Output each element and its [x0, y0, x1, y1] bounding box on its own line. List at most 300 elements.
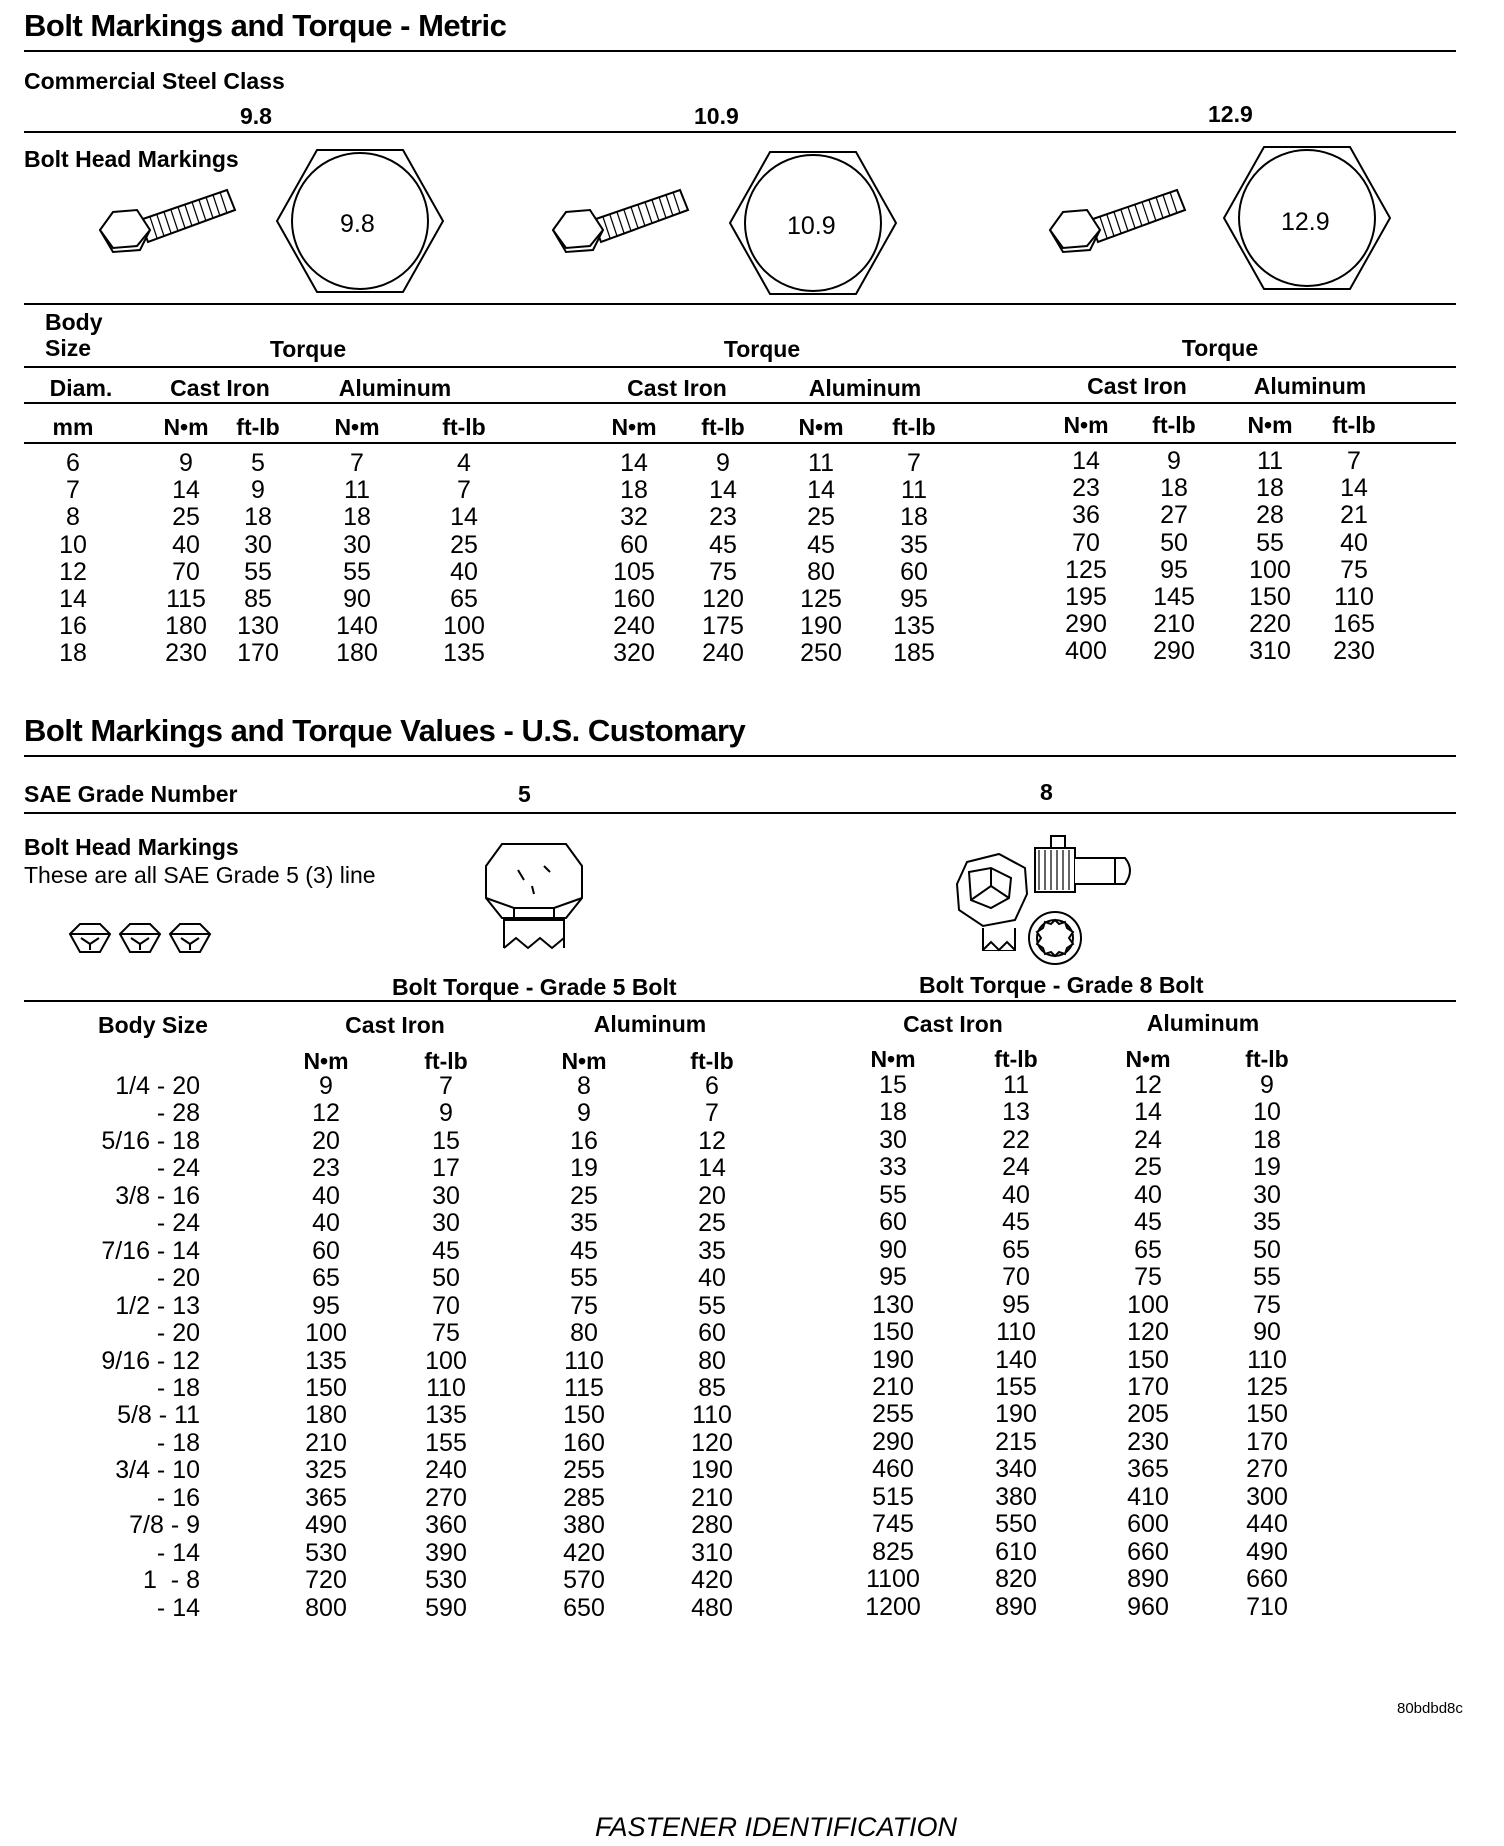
grade-5-label: 5 [518, 781, 531, 807]
us-torque-cell: 390 [425, 1538, 467, 1567]
us-torque-cell: 365 [305, 1483, 347, 1512]
us-body-size-cell: 1 - 8 [143, 1566, 200, 1595]
us-torque-cell: 15 [432, 1126, 460, 1155]
us-torque-cell: 55 [570, 1264, 598, 1293]
us-body-size-cell: 7/16 - 14 [101, 1236, 200, 1265]
us-torque-cell: 14 [1134, 1098, 1162, 1127]
us-torque-cell: 75 [432, 1319, 460, 1348]
metric-torque-cell: 14 [620, 449, 648, 477]
bolt-side-icon [95, 180, 245, 280]
us-torque-cell: 460 [872, 1455, 914, 1484]
bolt-side-icon [1045, 180, 1195, 280]
ftlb-unit-label: ft-lb [424, 1048, 468, 1074]
metric-torque-cell: 185 [893, 639, 935, 668]
metric-torque-cell: 85 [244, 585, 272, 613]
metric-torque-cell: 180 [336, 639, 378, 668]
us-torque-cell: 17 [432, 1154, 460, 1183]
us-torque-cell: 240 [425, 1456, 467, 1485]
metric-torque-cell: 25 [450, 530, 478, 559]
us-body-size-cell: 5/8 - 11 [117, 1401, 200, 1430]
us-body-size-cell: - 24 [122, 1154, 200, 1183]
metric-torque-cell: 310 [1249, 637, 1291, 666]
metric-torque-cell: 18 [1160, 474, 1188, 503]
us-torque-cell: 150 [1127, 1345, 1169, 1374]
us-torque-cell: 1100 [866, 1565, 920, 1594]
us-torque-cell: 255 [563, 1456, 605, 1485]
nm-unit-label: N•m [870, 1046, 916, 1072]
cast-iron-label: Cast Iron [1087, 373, 1187, 399]
us-torque-cell: 270 [1246, 1455, 1288, 1484]
us-torque-cell: 360 [425, 1511, 467, 1540]
metric-torque-cell: 150 [1249, 583, 1291, 611]
us-torque-cell: 480 [691, 1593, 733, 1622]
us-torque-cell: 190 [995, 1400, 1037, 1429]
nm-unit-label: N•m [561, 1048, 607, 1074]
us-torque-cell: 110 [692, 1401, 732, 1430]
metric-torque-cell: 45 [807, 530, 835, 559]
figure-code: 80bdbd8c [1397, 1700, 1463, 1717]
metric-torque-cell: 95 [1160, 555, 1188, 584]
metric-torque-cell: 45 [709, 530, 737, 559]
metric-torque-cell: 18 [1256, 474, 1284, 503]
metric-torque-cell: 115 [166, 585, 206, 613]
us-torque-cell: 255 [872, 1400, 914, 1429]
metric-torque-cell: 170 [237, 639, 279, 668]
grade-8-label: 8 [1040, 779, 1053, 805]
us-torque-cell: 65 [312, 1264, 340, 1293]
metric-torque-cell: 95 [900, 585, 928, 613]
us-torque-cell: 530 [425, 1566, 467, 1595]
us-torque-cell: 155 [995, 1372, 1037, 1401]
us-torque-cell: 6 [705, 1072, 719, 1100]
metric-torque-cell: 110 [1334, 583, 1374, 611]
nm-unit-label: N•m [1125, 1046, 1171, 1072]
us-torque-cell: 190 [872, 1345, 914, 1374]
us-body-size-label: Body Size [98, 1012, 208, 1038]
us-torque-cell: 215 [995, 1427, 1037, 1456]
us-body-size-cell: 1/4 - 20 [115, 1072, 200, 1100]
metric-torque-cell: 190 [800, 612, 842, 641]
grade-8-bolt-icon [955, 828, 1145, 968]
divider [24, 131, 1456, 133]
metric-torque-cell: 25 [172, 503, 200, 532]
us-torque-cell: 120 [1127, 1318, 1169, 1347]
metric-torque-cell: 14 [1072, 447, 1100, 475]
metric-torque-cell: 28 [1256, 501, 1284, 530]
hex-head-label-10-9: 10.9 [787, 212, 836, 240]
us-torque-cell: 600 [1127, 1510, 1169, 1539]
bolt-side-icon [548, 180, 698, 280]
us-body-size-cell: - 14 [122, 1538, 200, 1567]
metric-torque-cell: 70 [1072, 528, 1100, 557]
us-torque-cell: 13 [1002, 1098, 1030, 1127]
metric-torque-cell: 165 [1333, 610, 1375, 639]
us-torque-cell: 110 [564, 1346, 604, 1375]
us-torque-cell: 270 [425, 1483, 467, 1512]
metric-torque-cell: 195 [1065, 583, 1107, 611]
us-torque-cell: 75 [1134, 1263, 1162, 1292]
us-torque-cell: 30 [432, 1209, 460, 1238]
metric-torque-cell: 125 [1065, 555, 1107, 584]
us-torque-cell: 40 [698, 1264, 726, 1293]
metric-torque-cell: 32 [620, 503, 648, 532]
us-torque-cell: 15 [879, 1071, 907, 1099]
metric-diameter-cell: 14 [59, 585, 87, 613]
us-body-size-cell: - 18 [122, 1373, 200, 1402]
us-torque-cell: 45 [432, 1236, 460, 1265]
metric-torque-cell: 400 [1065, 637, 1107, 666]
us-body-size-cell: - 20 [122, 1319, 200, 1348]
us-body-size-cell: 7/8 - 9 [129, 1511, 200, 1540]
us-torque-cell: 18 [1253, 1125, 1281, 1154]
metric-torque-cell: 220 [1249, 610, 1291, 639]
us-torque-cell: 960 [1127, 1592, 1169, 1621]
us-torque-cell: 130 [872, 1290, 914, 1319]
us-torque-cell: 420 [563, 1538, 605, 1567]
us-torque-cell: 7 [439, 1072, 453, 1100]
ftlb-unit-label: ft-lb [1245, 1046, 1289, 1072]
us-torque-cell: 23 [312, 1154, 340, 1183]
us-torque-cell: 155 [425, 1428, 467, 1457]
us-torque-cell: 440 [1246, 1510, 1288, 1539]
metric-torque-cell: 100 [1249, 555, 1291, 584]
us-torque-cell: 40 [312, 1181, 340, 1210]
us-torque-cell: 9 [1260, 1071, 1274, 1099]
metric-bolt-head-markings-label: Bolt Head Markings [24, 146, 239, 172]
us-torque-cell: 110 [1247, 1345, 1287, 1374]
metric-torque-cell: 40 [172, 530, 200, 559]
us-torque-cell: 140 [995, 1345, 1037, 1374]
us-torque-cell: 150 [305, 1373, 347, 1402]
us-torque-cell: 12 [1134, 1071, 1162, 1099]
us-torque-cell: 820 [995, 1565, 1037, 1594]
metric-torque-label: Torque [269, 336, 347, 362]
us-torque-cell: 9 [319, 1072, 333, 1100]
us-torque-cell: 40 [312, 1209, 340, 1238]
ftlb-unit-label: ft-lb [1332, 412, 1376, 438]
us-torque-cell: 380 [995, 1482, 1037, 1511]
metric-torque-cell: 120 [702, 585, 744, 613]
us-torque-cell: 660 [1127, 1537, 1169, 1566]
metric-torque-cell: 18 [244, 503, 272, 532]
metric-torque-cell: 145 [1153, 583, 1195, 611]
metric-diameter-cell: 7 [66, 476, 80, 505]
ftlb-unit-label: ft-lb [442, 414, 486, 440]
us-body-size-cell: - 24 [122, 1209, 200, 1238]
metric-torque-cell: 4 [457, 449, 471, 477]
us-torque-cell: 55 [879, 1180, 907, 1209]
metric-torque-cell: 9 [251, 476, 265, 505]
us-torque-cell: 380 [563, 1511, 605, 1540]
us-torque-cell: 290 [872, 1427, 914, 1456]
us-torque-cell: 24 [1002, 1153, 1030, 1182]
grade-5-note: These are all SAE Grade 5 (3) line [24, 862, 376, 888]
us-torque-cell: 150 [872, 1318, 914, 1347]
us-torque-cell: 30 [879, 1125, 907, 1154]
aluminum-label: Aluminum [338, 375, 452, 401]
metric-torque-cell: 60 [900, 557, 928, 586]
metric-torque-cell: 14 [450, 503, 478, 532]
us-torque-cell: 650 [563, 1593, 605, 1622]
us-body-size-cell: - 18 [122, 1428, 200, 1457]
us-torque-cell: 150 [1246, 1400, 1288, 1429]
nm-unit-label: N•m [1063, 412, 1109, 438]
metric-torque-cell: 75 [1340, 555, 1368, 584]
us-torque-cell: 65 [1002, 1235, 1030, 1264]
us-torque-cell: 210 [305, 1428, 347, 1457]
us-torque-cell: 420 [691, 1566, 733, 1595]
us-torque-cell: 660 [1246, 1565, 1288, 1594]
cast-iron-label: Cast Iron [627, 375, 727, 401]
metric-torque-cell: 230 [165, 639, 207, 668]
metric-torque-cell: 9 [716, 449, 730, 477]
hex-head-label-9-8: 9.8 [340, 210, 375, 238]
us-body-size-cell: - 20 [122, 1264, 200, 1293]
us-torque-cell: 365 [1127, 1455, 1169, 1484]
us-torque-cell: 90 [1253, 1318, 1281, 1347]
us-torque-cell: 30 [432, 1181, 460, 1210]
us-torque-cell: 60 [698, 1319, 726, 1348]
us-torque-cell: 490 [305, 1511, 347, 1540]
us-torque-cell: 100 [305, 1319, 347, 1348]
us-torque-cell: 125 [1246, 1372, 1288, 1401]
us-torque-cell: 35 [698, 1236, 726, 1265]
metric-torque-cell: 25 [807, 503, 835, 532]
us-torque-cell: 35 [1253, 1208, 1281, 1237]
metric-diameter-cell: 8 [66, 503, 80, 532]
us-torque-cell: 115 [564, 1373, 604, 1402]
us-torque-cell: 120 [691, 1428, 733, 1457]
metric-diameter-cell: 10 [59, 530, 87, 559]
us-torque-cell: 180 [305, 1401, 347, 1430]
us-torque-cell: 550 [995, 1510, 1037, 1539]
metric-torque-cell: 23 [709, 503, 737, 532]
nm-unit-label: N•m [163, 414, 209, 440]
class-10-9: 10.9 [694, 103, 739, 129]
metric-torque-cell: 125 [800, 585, 842, 613]
page-caption: FASTENER IDENTIFICATION [595, 1812, 958, 1842]
us-torque-cell: 110 [426, 1373, 466, 1402]
us-torque-cell: 22 [1002, 1125, 1030, 1154]
us-torque-cell: 19 [570, 1154, 598, 1183]
bolt-torque-grade-5-label: Bolt Torque - Grade 5 Bolt [392, 974, 677, 1000]
us-torque-cell: 25 [698, 1209, 726, 1238]
us-torque-cell: 45 [1002, 1208, 1030, 1237]
us-torque-cell: 40 [1134, 1180, 1162, 1209]
nm-unit-label: N•m [303, 1048, 349, 1074]
us-torque-cell: 9 [577, 1099, 591, 1128]
us-body-size-cell: 9/16 - 12 [101, 1346, 200, 1375]
us-body-size-cell: 3/8 - 16 [115, 1181, 200, 1210]
aluminum-label: Aluminum [1146, 1010, 1260, 1036]
ftlb-unit-label: ft-lb [701, 414, 745, 440]
metric-torque-label: Torque [723, 336, 801, 362]
us-torque-cell: 745 [872, 1510, 914, 1539]
metric-torque-cell: 5 [251, 449, 265, 477]
us-torque-cell: 285 [563, 1483, 605, 1512]
us-torque-cell: 410 [1127, 1482, 1169, 1511]
us-bolt-head-markings-label: Bolt Head Markings [24, 834, 239, 860]
us-torque-cell: 720 [305, 1566, 347, 1595]
metric-torque-cell: 14 [1340, 474, 1368, 503]
us-torque-cell: 325 [305, 1456, 347, 1485]
divider [24, 1000, 1456, 1002]
divider [24, 303, 1456, 305]
us-torque-cell: 7 [705, 1099, 719, 1128]
aluminum-label: Aluminum [1253, 373, 1367, 399]
metric-torque-cell: 18 [620, 476, 648, 505]
us-torque-cell: 55 [1253, 1263, 1281, 1292]
metric-torque-cell: 7 [907, 449, 921, 477]
divider [24, 442, 1456, 444]
metric-torque-cell: 290 [1153, 637, 1195, 666]
us-torque-cell: 95 [879, 1263, 907, 1292]
us-torque-cell: 340 [995, 1455, 1037, 1484]
us-torque-cell: 20 [698, 1181, 726, 1210]
nm-unit-label: N•m [334, 414, 380, 440]
metric-torque-cell: 70 [172, 557, 200, 586]
divider [24, 366, 1456, 368]
us-torque-cell: 45 [1134, 1208, 1162, 1237]
us-torque-cell: 16 [570, 1126, 598, 1155]
metric-torque-cell: 9 [179, 449, 193, 477]
us-torque-cell: 310 [691, 1538, 733, 1567]
us-torque-cell: 70 [1002, 1263, 1030, 1292]
metric-torque-cell: 60 [620, 530, 648, 559]
metric-torque-cell: 36 [1072, 501, 1100, 530]
metric-torque-cell: 50 [1160, 528, 1188, 557]
divider [24, 402, 1456, 404]
us-body-size-cell: 1/2 - 13 [115, 1291, 200, 1320]
us-torque-cell: 890 [995, 1592, 1037, 1621]
us-torque-cell: 205 [1127, 1400, 1169, 1429]
us-torque-cell: 55 [698, 1291, 726, 1320]
us-torque-cell: 210 [691, 1483, 733, 1512]
class-12-9: 12.9 [1208, 101, 1253, 127]
metric-diameter-cell: 12 [59, 557, 87, 586]
grade-5-head-marks-icon [66, 920, 216, 960]
us-torque-cell: 60 [312, 1236, 340, 1265]
class-9-8: 9.8 [240, 103, 272, 129]
us-torque-cell: 210 [872, 1372, 914, 1401]
us-torque-cell: 280 [691, 1511, 733, 1540]
aluminum-label: Aluminum [593, 1011, 707, 1037]
metric-torque-cell: 135 [893, 612, 935, 641]
metric-torque-cell: 240 [613, 612, 655, 641]
ftlb-unit-label: ft-lb [994, 1046, 1038, 1072]
grade-5-bolt-icon [484, 840, 584, 956]
us-torque-cell: 230 [1127, 1427, 1169, 1456]
ftlb-unit-label: ft-lb [1152, 412, 1196, 438]
us-torque-cell: 85 [698, 1373, 726, 1402]
cast-iron-label: Cast Iron [170, 375, 270, 401]
us-torque-cell: 890 [1127, 1565, 1169, 1594]
us-torque-cell: 300 [1246, 1482, 1288, 1511]
metric-torque-cell: 40 [1340, 528, 1368, 557]
ftlb-unit-label: ft-lb [892, 414, 936, 440]
metric-torque-cell: 55 [1256, 528, 1284, 557]
aluminum-label: Aluminum [808, 375, 922, 401]
metric-torque-cell: 100 [443, 612, 485, 641]
metric-torque-cell: 180 [165, 612, 207, 641]
metric-torque-cell: 18 [900, 503, 928, 532]
us-title: Bolt Markings and Torque Values - U.S. Customary [24, 713, 746, 748]
metric-torque-cell: 30 [244, 530, 272, 559]
us-torque-cell: 1200 [865, 1592, 921, 1621]
metric-torque-cell: 130 [237, 612, 279, 641]
us-torque-cell: 8 [577, 1072, 591, 1100]
metric-torque-cell: 65 [450, 585, 478, 613]
us-torque-cell: 530 [305, 1538, 347, 1567]
us-body-size-cell: - 28 [122, 1099, 200, 1128]
us-torque-cell: 170 [1127, 1372, 1169, 1401]
us-body-size-cell: 3/4 - 10 [115, 1456, 200, 1485]
us-torque-cell: 18 [879, 1098, 907, 1127]
us-torque-cell: 610 [995, 1537, 1037, 1566]
us-torque-cell: 20 [312, 1126, 340, 1155]
us-torque-cell: 40 [1002, 1180, 1030, 1209]
metric-torque-cell: 75 [709, 557, 737, 586]
metric-torque-cell: 55 [244, 557, 272, 586]
divider [24, 50, 1456, 52]
us-torque-cell: 80 [570, 1319, 598, 1348]
sae-grade-number-label: SAE Grade Number [24, 781, 238, 807]
us-torque-cell: 135 [425, 1401, 467, 1430]
divider [24, 812, 1456, 814]
us-torque-cell: 100 [1127, 1290, 1169, 1319]
metric-body-size-label: Body Size [45, 309, 103, 361]
diam-label: Diam. [49, 375, 113, 401]
metric-torque-cell: 80 [807, 557, 835, 586]
metric-torque-cell: 135 [443, 639, 485, 668]
metric-torque-cell: 240 [702, 639, 744, 668]
metric-torque-cell: 7 [350, 449, 364, 477]
us-torque-cell: 800 [305, 1593, 347, 1622]
metric-torque-cell: 55 [343, 557, 371, 586]
us-torque-cell: 90 [879, 1235, 907, 1264]
us-torque-cell: 25 [1134, 1153, 1162, 1182]
us-torque-cell: 110 [996, 1318, 1036, 1347]
us-torque-cell: 30 [1253, 1180, 1281, 1209]
metric-torque-cell: 18 [343, 503, 371, 532]
ftlb-unit-label: ft-lb [236, 414, 280, 440]
metric-torque-cell: 250 [800, 639, 842, 668]
metric-torque-cell: 175 [702, 612, 744, 641]
metric-diameter-cell: 6 [66, 449, 80, 477]
metric-torque-cell: 21 [1340, 501, 1368, 530]
us-torque-cell: 80 [698, 1346, 726, 1375]
metric-diameter-cell: 16 [59, 612, 87, 641]
us-torque-cell: 825 [872, 1537, 914, 1566]
us-torque-cell: 9 [439, 1099, 453, 1128]
divider [24, 755, 1456, 757]
metric-torque-cell: 11 [1257, 447, 1283, 475]
metric-torque-cell: 290 [1065, 610, 1107, 639]
metric-torque-cell: 23 [1072, 474, 1100, 503]
metric-torque-cell: 140 [336, 612, 378, 641]
metric-torque-cell: 30 [343, 530, 371, 559]
us-torque-cell: 33 [879, 1153, 907, 1182]
us-torque-cell: 490 [1246, 1537, 1288, 1566]
us-torque-cell: 190 [691, 1456, 733, 1485]
us-body-size-cell: - 16 [122, 1483, 200, 1512]
us-torque-cell: 25 [570, 1181, 598, 1210]
us-torque-cell: 14 [698, 1154, 726, 1183]
us-torque-cell: 590 [425, 1593, 467, 1622]
us-torque-cell: 515 [872, 1482, 914, 1511]
bolt-torque-grade-8-label: Bolt Torque - Grade 8 Bolt [919, 972, 1204, 998]
us-torque-cell: 50 [1253, 1235, 1281, 1264]
